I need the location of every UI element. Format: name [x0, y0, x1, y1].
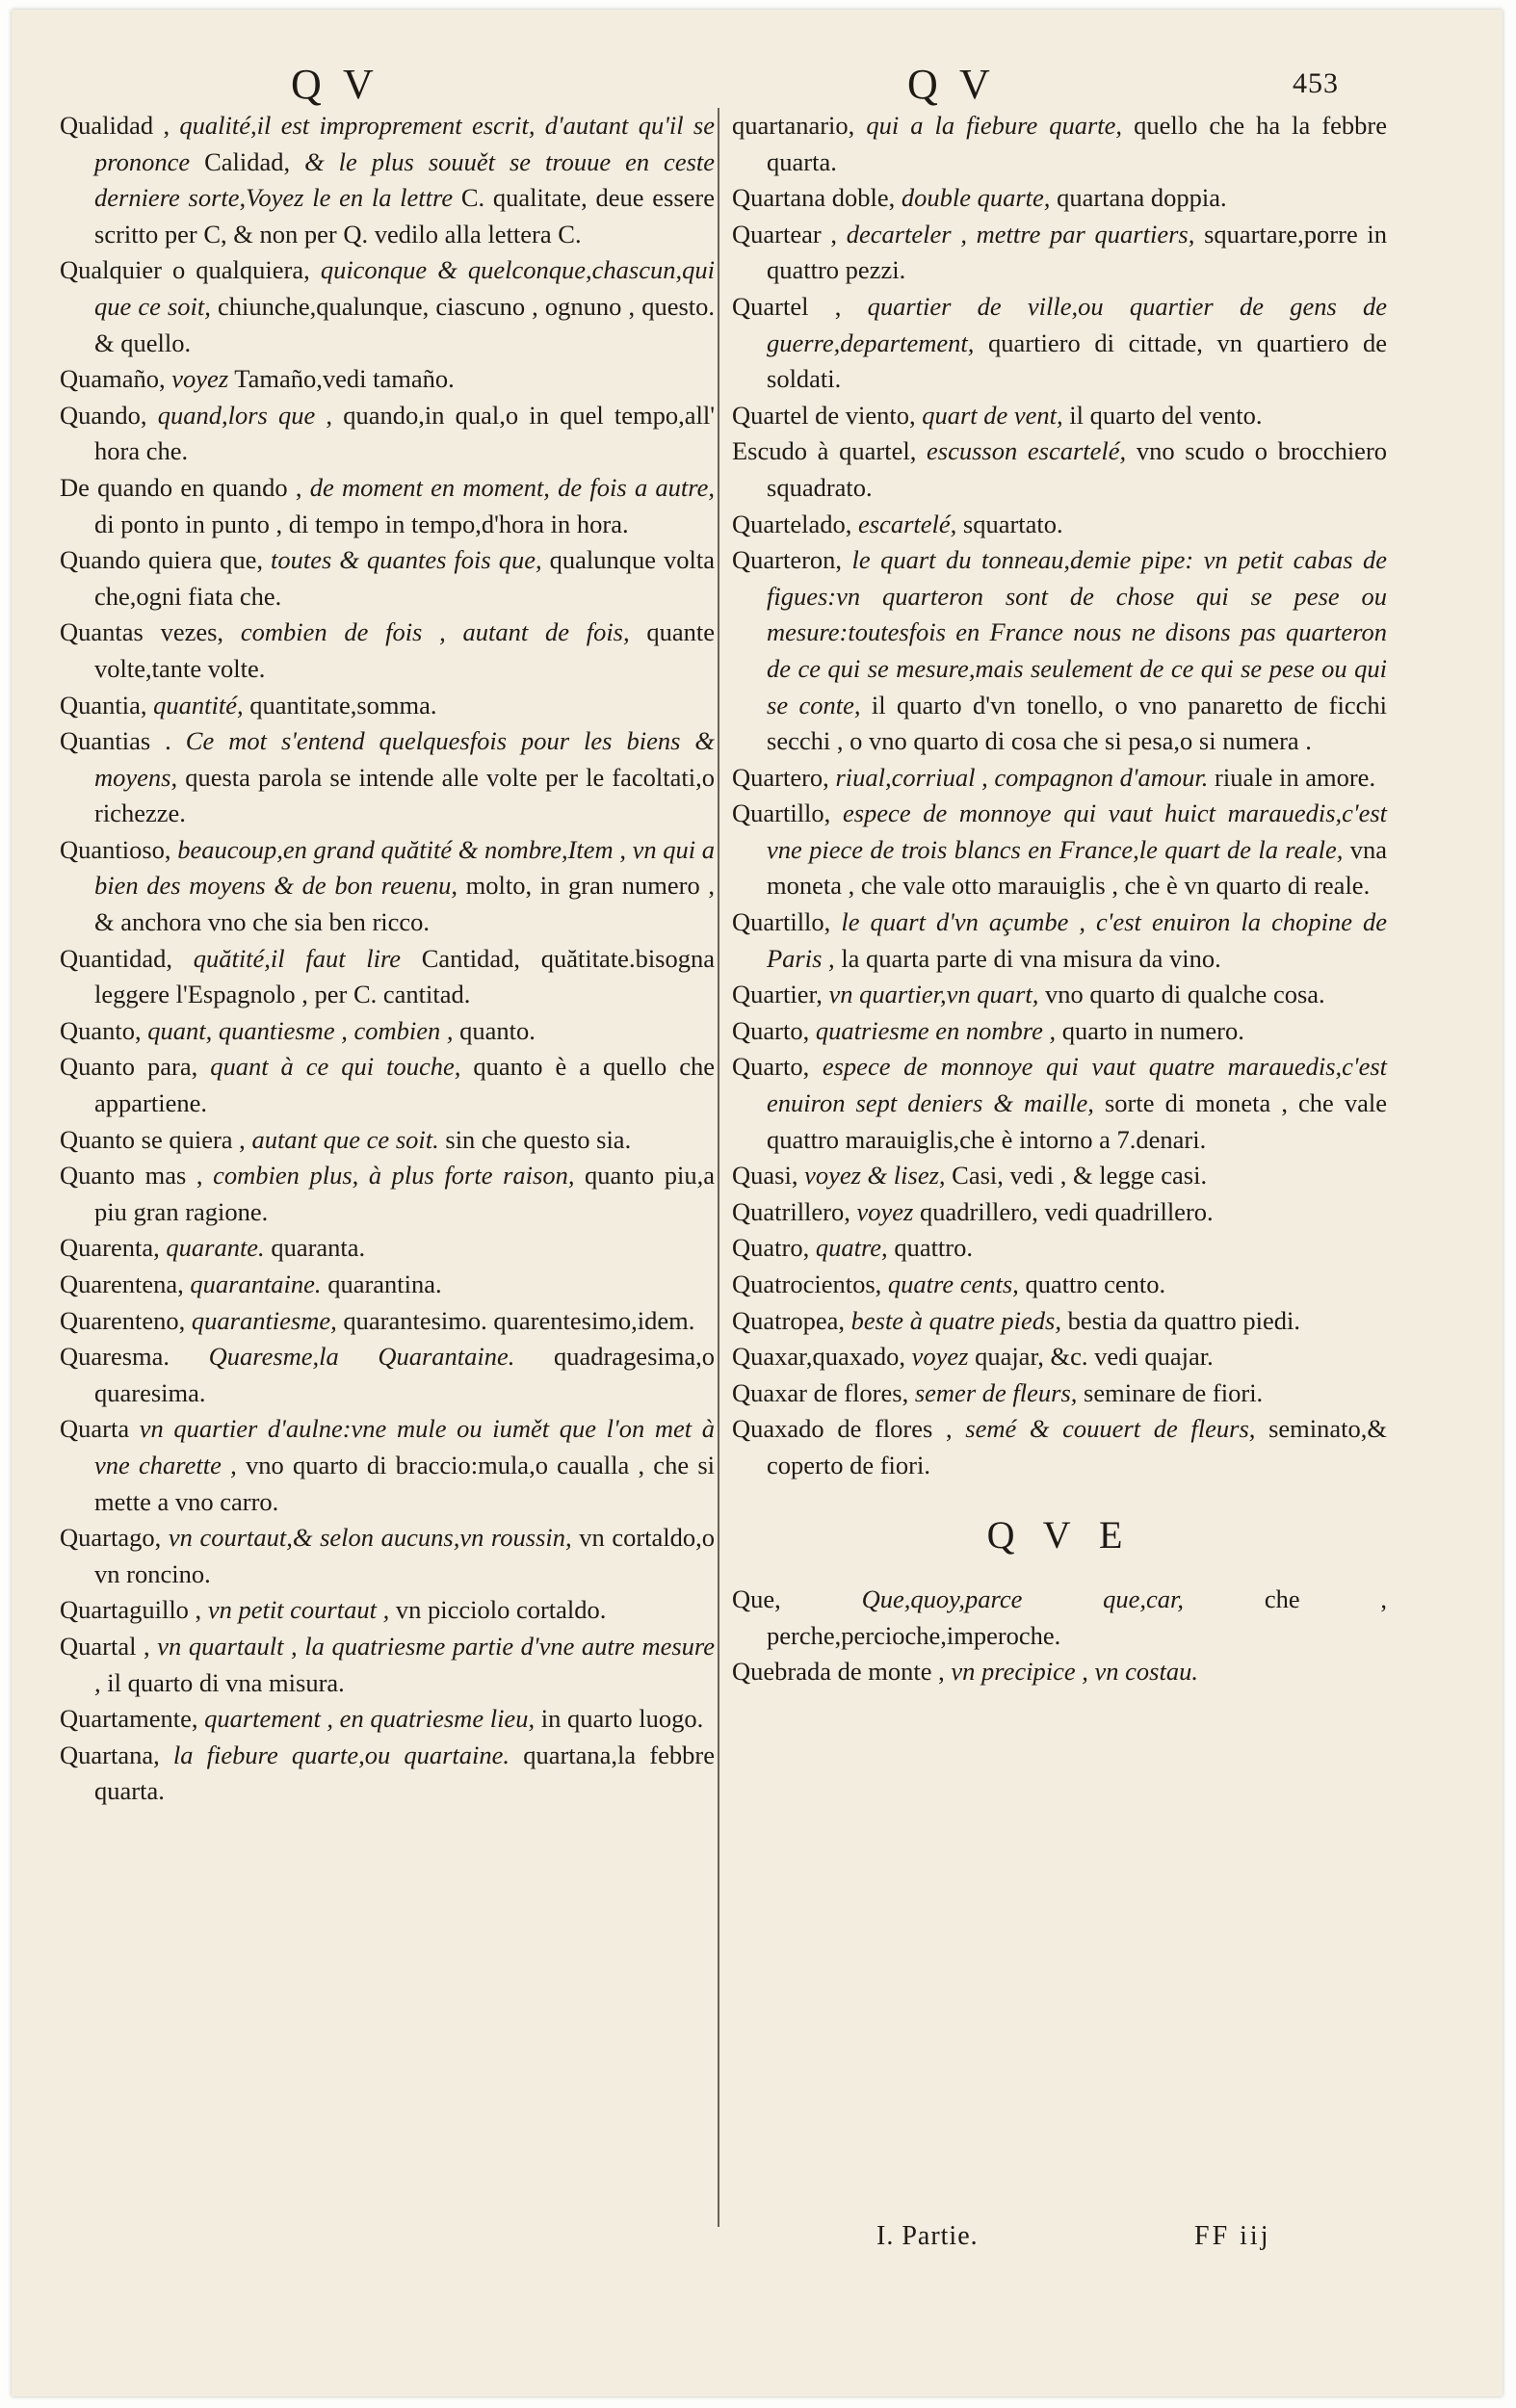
entry-italian-gloss: C. qualitate, deue essere scritto per C, & non per Q. vedilo alla lettera C. — [94, 183, 716, 249]
entry-french-gloss: qui a la fiebure quarte, — [866, 111, 1123, 140]
dictionary-entry — [732, 433, 1387, 506]
dictionary-entry — [60, 1701, 715, 1738]
dictionary-entry — [60, 1122, 715, 1159]
entry-french-gloss: de moment en moment, de fois a autre, — [309, 472, 716, 502]
entry-italian-gloss: il quarto d'vn tonello, o vno panaretto de ficchi secchi , o vno quarto di cosa che si pesa,o si numera . — [767, 690, 1387, 756]
entry-headword: Quarto, — [732, 1015, 810, 1045]
entry-italian-gloss: Cantidad, quătitate.bisogna leggere l'Espagnolo , per C. cantitad. — [94, 943, 716, 1009]
entry-italian-gloss: quartiero di cittade, vn quartiero de soldati. — [767, 327, 1387, 394]
entry-french-gloss: Ce mot s'entend quelquesfois pour les biens & moyens, — [94, 726, 716, 792]
dictionary-entry — [60, 1267, 715, 1303]
entry-italian-gloss: Calidad, — [204, 146, 291, 176]
entry-italian-gloss: quaranta. — [271, 1233, 366, 1263]
dictionary-entry — [60, 1230, 715, 1267]
entry-headword: Quartear , — [732, 219, 838, 249]
dictionary-entry — [732, 542, 1387, 760]
entry-headword: Quanto mas , — [60, 1161, 203, 1191]
entry-french-gloss: semer de fleurs, — [914, 1377, 1078, 1407]
page-footer — [732, 2221, 1387, 2260]
entry-headword: Quanto se quiera , — [60, 1124, 246, 1154]
entry-italian-gloss: quarto in numero. — [1061, 1015, 1244, 1045]
entry-french-gloss: Que,quoy,parce que,car, — [861, 1584, 1185, 1614]
entry-headword: Quatrillero, — [732, 1196, 850, 1226]
entry-italian-gloss: quando,in qual,o in quel tempo,all' hora che. — [94, 400, 716, 466]
book-page — [12, 10, 1503, 2396]
signature-mark: I. Partie. — [876, 2221, 979, 2251]
dictionary-entry — [60, 1049, 715, 1121]
entry-italian-gloss: la quarta parte di vna misura da vino. — [841, 943, 1221, 973]
dictionary-entry — [732, 398, 1387, 434]
entry-italian-gloss: quajar, &c. vedi quajar. — [975, 1342, 1214, 1372]
page-number: 453 — [1293, 67, 1339, 99]
dictionary-entry — [732, 796, 1387, 904]
entry-french-gloss: autant que ce soit. — [251, 1124, 439, 1154]
entry-headword: Quantioso, — [60, 834, 171, 864]
entry-french-gloss: quarantaine. — [190, 1269, 322, 1298]
entry-french-gloss: quarante. — [166, 1233, 265, 1263]
entry-headword: Quartillo, — [732, 798, 831, 828]
entry-headword: Quartago, — [60, 1523, 162, 1553]
entry-french-gloss: & le plus souuět se trouue en ceste derniere sorte,Voyez le en la lettre — [94, 146, 716, 213]
dictionary-entry — [60, 1303, 715, 1340]
entry-italian-gloss: seminato,& coperto de fiori. — [767, 1414, 1387, 1479]
left-column — [60, 108, 715, 1810]
right-column — [732, 108, 1387, 1690]
entry-headword: Quartillo, — [732, 907, 831, 937]
dictionary-entry — [732, 1049, 1387, 1158]
entry-headword: Quatropea, — [732, 1305, 845, 1335]
dictionary-entry — [60, 1738, 715, 1810]
entry-headword: Escudo à quartel, — [732, 436, 917, 466]
entry-italian-gloss: Casi, vedi , & legge casi. — [952, 1161, 1208, 1191]
entry-french-gloss: quătité,il faut lire — [193, 943, 402, 973]
entry-italian-gloss: in quarto luogo. — [540, 1704, 704, 1734]
entry-french-gloss: quartement , en quatriesme lieu, — [204, 1704, 536, 1734]
entry-french-gloss: escartelé, — [857, 509, 957, 538]
dictionary-entry — [732, 1194, 1387, 1231]
entry-italian-gloss: sorte di moneta , che vale quattro marauiglis,che è intorno a 7.denari. — [767, 1088, 1387, 1154]
entry-french-gloss: quatriesme en nombre , — [815, 1015, 1057, 1045]
dictionary-entry — [60, 1629, 715, 1701]
dictionary-entry — [732, 1654, 1387, 1690]
entry-italian-gloss: quartana,la febbre quarta. — [94, 1740, 716, 1806]
entry-headword: Qualquier o qualquiera, — [60, 255, 310, 285]
entry-headword: Quartel de viento, — [732, 400, 916, 430]
entry-headword: Quanto para, — [60, 1052, 198, 1082]
entry-headword: Quarteron, — [732, 545, 843, 575]
entry-french-gloss: vn quartault , la quatriesme partie d'vne autre mesure , — [94, 1631, 715, 1697]
entry-headword: Quantia, — [60, 690, 147, 720]
entry-italian-gloss: vn picciolo cortaldo. — [395, 1595, 607, 1625]
entry-italian-gloss: bestia da quattro piedi. — [1067, 1305, 1300, 1335]
dictionary-entry — [732, 217, 1387, 289]
entry-french-gloss: voyez — [171, 364, 229, 394]
dictionary-entry — [732, 507, 1387, 543]
entry-headword: Quaxar de flores, — [732, 1377, 909, 1407]
column-rule — [718, 108, 719, 2227]
entry-french-gloss: espece de monnoye qui vaut huict marauedis,c'est vne piece de trois blancs en France,le quart de la reale, — [767, 798, 1388, 864]
entry-french-gloss: quant à ce qui touche, — [210, 1052, 461, 1082]
entry-headword: Quando, — [60, 400, 147, 430]
entry-french-gloss: toutes & quantes fois que, — [271, 545, 542, 575]
entry-french-gloss: quatre cents, — [887, 1269, 1019, 1298]
entry-italian-gloss: di ponto in punto , di tempo in tempo,d'hora in hora. — [94, 509, 629, 538]
entry-italian-gloss: vn cortaldo,o vn roncino. — [94, 1523, 716, 1588]
entry-french-gloss: quartier de ville,ou quartier de gens de guerre,departement, — [767, 291, 1388, 357]
entry-headword: De quando en quando , — [60, 472, 302, 502]
entry-italian-gloss: vno quarto di braccio:mula,o caualla , che si mette a vno carro. — [94, 1450, 715, 1516]
entry-italian-gloss: Tamaño,vedi tamaño. — [234, 364, 455, 394]
entry-french-gloss: double quarte, — [901, 183, 1051, 213]
entry-headword: Quartaguillo , — [60, 1595, 202, 1625]
dictionary-entry — [60, 1411, 715, 1520]
entry-french-gloss: voyez — [911, 1342, 969, 1372]
entry-headword: quartanario, — [732, 111, 855, 140]
entry-italian-gloss: qualunque volta che,ogni fiata che. — [94, 545, 716, 611]
entry-italian-gloss: il quarto del vento. — [1069, 400, 1263, 430]
entry-italian-gloss: quarantesimo. quarentesimo,idem. — [343, 1305, 695, 1335]
entry-italian-gloss: sin che questo sia. — [445, 1124, 632, 1154]
entry-french-gloss: combien plus, à plus forte raison, — [213, 1161, 575, 1191]
dictionary-entry — [732, 1303, 1387, 1340]
entry-italian-gloss: chiunche,qualunque, ciascuno , ognuno , questo. & quello. — [94, 291, 716, 357]
entry-headword: Quando quiera que, — [60, 545, 264, 575]
entry-headword: Quartelado, — [732, 509, 852, 538]
dictionary-entry — [60, 1592, 715, 1629]
dictionary-entry — [60, 108, 715, 252]
entry-french-gloss: vn petit courtaut , — [207, 1595, 390, 1625]
dictionary-entry — [60, 1158, 715, 1230]
entry-headword: Quartier, — [732, 980, 823, 1009]
gathering-mark: FF iij — [1194, 2221, 1271, 2251]
entry-headword: Quatrocientos, — [732, 1269, 882, 1298]
entry-italian-gloss: quattro. — [894, 1233, 973, 1263]
entry-headword: Quatro, — [732, 1233, 810, 1263]
entry-french-gloss: vn quartier d'aulne:vne mule ou iumět que l'on met à vne charette , — [94, 1414, 716, 1479]
entry-french-gloss: vn courtaut,& selon aucuns,vn roussin, — [168, 1523, 572, 1553]
dictionary-entry — [60, 723, 715, 832]
entry-french-gloss: quarantiesme, — [191, 1305, 337, 1335]
entry-french-gloss: combien de fois , autant de fois, — [240, 617, 630, 647]
entry-french-gloss: riual,corriual , compagnon d'amour. — [835, 762, 1209, 792]
dictionary-entry — [60, 361, 715, 398]
entry-headword: Quaxar,quaxado, — [732, 1342, 905, 1372]
entry-headword: Quartana doble, — [732, 183, 896, 213]
entry-headword: Quarentena, — [60, 1269, 184, 1298]
dictionary-entry — [732, 1375, 1387, 1412]
entry-french-gloss: qualité,il est improprement escrit, d'autant qu'il se prononce — [94, 111, 716, 176]
entry-french-gloss: quant, quantiesme , combien , — [147, 1015, 454, 1045]
entry-headword: Quantias . — [60, 726, 171, 756]
dictionary-entry — [60, 1013, 715, 1050]
dictionary-entry — [60, 398, 715, 470]
entry-french-gloss: voyez & lisez, — [804, 1161, 946, 1191]
entry-headword: Quaresma. — [60, 1342, 170, 1372]
entry-french-gloss: Quaresme,la Quarantaine. — [208, 1342, 515, 1372]
entry-french-gloss: le quart d'vn açumbe , c'est enuiron la chopine de Paris , — [767, 907, 1388, 973]
entry-headword: Quarenteno, — [60, 1305, 186, 1335]
entry-headword: Quamaño, — [60, 364, 166, 394]
dictionary-entry — [60, 688, 715, 724]
entry-italian-gloss: quello che ha la febbre quarta. — [767, 111, 1387, 176]
entry-headword: Quantas vezes, — [60, 617, 224, 647]
dictionary-entry — [732, 904, 1387, 977]
entry-french-gloss: vn quartier,vn quart, — [828, 980, 1039, 1009]
entry-french-gloss: decarteler , mettre par quartiers, — [846, 219, 1195, 249]
entry-italian-gloss: vna moneta , che vale otto marauiglis , che è vn quarto di reale. — [767, 834, 1388, 901]
entry-headword: Quartana, — [60, 1740, 160, 1769]
entry-french-gloss: beste à quatre pieds, — [850, 1305, 1061, 1335]
entry-italian-gloss: che , perche,percioche,imperoche. — [767, 1584, 1388, 1650]
section-heading: Q V E — [986, 1512, 1133, 1557]
dictionary-entry — [60, 941, 715, 1013]
entry-headword: Quaxado de flores , — [732, 1414, 953, 1444]
dictionary-entry — [732, 1158, 1387, 1194]
entry-italian-gloss: vno quarto di qualche cosa. — [1044, 980, 1325, 1009]
entry-italian-gloss: quanto piu,a piu gran ragione. — [94, 1161, 716, 1226]
entry-french-gloss: quart de vent, — [922, 400, 1063, 430]
entry-italian-gloss: squartato. — [962, 509, 1063, 538]
entry-headword: Quarta — [60, 1414, 130, 1444]
entry-italian-gloss: quanto. — [459, 1015, 536, 1045]
entry-italian-gloss: quadragesima,o quaresima. — [94, 1342, 715, 1407]
entry-french-gloss: la fiebure quarte,ou quartaine. — [172, 1740, 510, 1769]
dictionary-entry — [60, 615, 715, 687]
entry-headword: Quarenta, — [60, 1233, 160, 1263]
entry-headword: Qualidad , — [60, 111, 170, 140]
dictionary-entry — [732, 1013, 1387, 1050]
entry-headword: Quasi, — [732, 1161, 798, 1191]
dictionary-entry — [732, 108, 1387, 180]
dictionary-entry — [732, 1267, 1387, 1303]
dictionary-entry — [732, 180, 1387, 217]
entry-french-gloss: espece de monnoye qui vaut quatre marauedis,c'est enuiron sept deniers & maille, — [767, 1052, 1388, 1118]
entry-italian-gloss: quante volte,tante volte. — [94, 617, 716, 683]
entry-headword: Quartel , — [732, 291, 842, 321]
dictionary-entry — [732, 289, 1387, 398]
entry-italian-gloss: il quarto di vna misura. — [107, 1667, 345, 1697]
entry-italian-gloss: quartana doppia. — [1057, 183, 1227, 213]
entry-french-gloss: quantité, — [153, 690, 244, 720]
dictionary-entry — [60, 252, 715, 361]
running-head-left: Q V — [291, 61, 379, 108]
dictionary-entry — [732, 977, 1387, 1013]
entry-headword: Que, — [732, 1584, 781, 1614]
running-head-right: Q V — [907, 61, 996, 108]
entry-italian-gloss: riuale in amore. — [1215, 762, 1376, 792]
entry-french-gloss: escusson escartelé, — [927, 436, 1127, 466]
dictionary-entry — [60, 1339, 715, 1411]
right-column-entries — [732, 108, 1387, 1484]
entry-headword: Quartero, — [732, 762, 829, 792]
dictionary-entry — [60, 542, 715, 615]
entry-french-gloss: semé & couuert de fleurs, — [965, 1414, 1256, 1444]
entry-italian-gloss: squartare,porre in quattro pezzi. — [767, 219, 1388, 285]
running-head — [12, 60, 1503, 108]
dictionary-entry — [60, 470, 715, 542]
dictionary-entry — [732, 760, 1387, 797]
entry-french-gloss: quand,lors que , — [157, 400, 333, 430]
entry-italian-gloss: quattro cento. — [1025, 1269, 1166, 1298]
entry-headword: Quartamente, — [60, 1704, 198, 1734]
entry-italian-gloss: quantitate,somma. — [249, 690, 437, 720]
entry-italian-gloss: quanto è a quello che appartiene. — [94, 1052, 715, 1118]
entry-french-gloss: le quart du tonneau,demie pipe: vn petit cabas de figues:vn quarteron sont de chose qui se pese ou mesure:toutesfois en France nous ne disons pas quarteron de ce qui se mesure,mais seulement de ce qui se pese ou qui se conte, — [767, 545, 1387, 720]
entry-italian-gloss: seminare de fiori. — [1084, 1377, 1264, 1407]
right-column-entries-after — [732, 1582, 1387, 1690]
entry-french-gloss: vn precipice , vn costau. — [951, 1657, 1198, 1687]
dictionary-entry — [732, 1411, 1387, 1483]
entry-french-gloss: voyez — [856, 1196, 914, 1226]
dictionary-entry — [60, 1520, 715, 1592]
entry-italian-gloss: molto, in gran numero , & anchora vno che sia ben ricco. — [94, 871, 715, 937]
entry-headword: Quarto, — [732, 1052, 810, 1082]
entry-french-gloss: quatre, — [815, 1233, 888, 1263]
entry-italian-gloss: quarantina. — [327, 1269, 442, 1298]
entry-headword: Quantidad, — [60, 943, 173, 973]
entry-headword: Quartal , — [60, 1631, 150, 1661]
entry-french-gloss: beaucoup,en grand quătité & nombre,Item , vn qui a bien des moyens & de bon reuenu, — [94, 834, 715, 901]
entry-headword: Quanto, — [60, 1015, 142, 1045]
dictionary-entry — [732, 1230, 1387, 1267]
dictionary-entry — [732, 1339, 1387, 1375]
entry-italian-gloss: quadrillero, vedi quadrillero. — [920, 1196, 1214, 1226]
dictionary-entry — [732, 1582, 1387, 1654]
entry-headword: Quebrada de monte , — [732, 1657, 945, 1687]
entry-french-gloss: quiconque & quelconque,chascun,qui que ce soit, — [94, 255, 715, 321]
entry-italian-gloss: questa parola se intende alle volte per le facoltati,o richezze. — [94, 762, 716, 828]
dictionary-entry — [60, 832, 715, 941]
entry-italian-gloss: vno scudo o brocchiero squadrato. — [767, 436, 1388, 502]
